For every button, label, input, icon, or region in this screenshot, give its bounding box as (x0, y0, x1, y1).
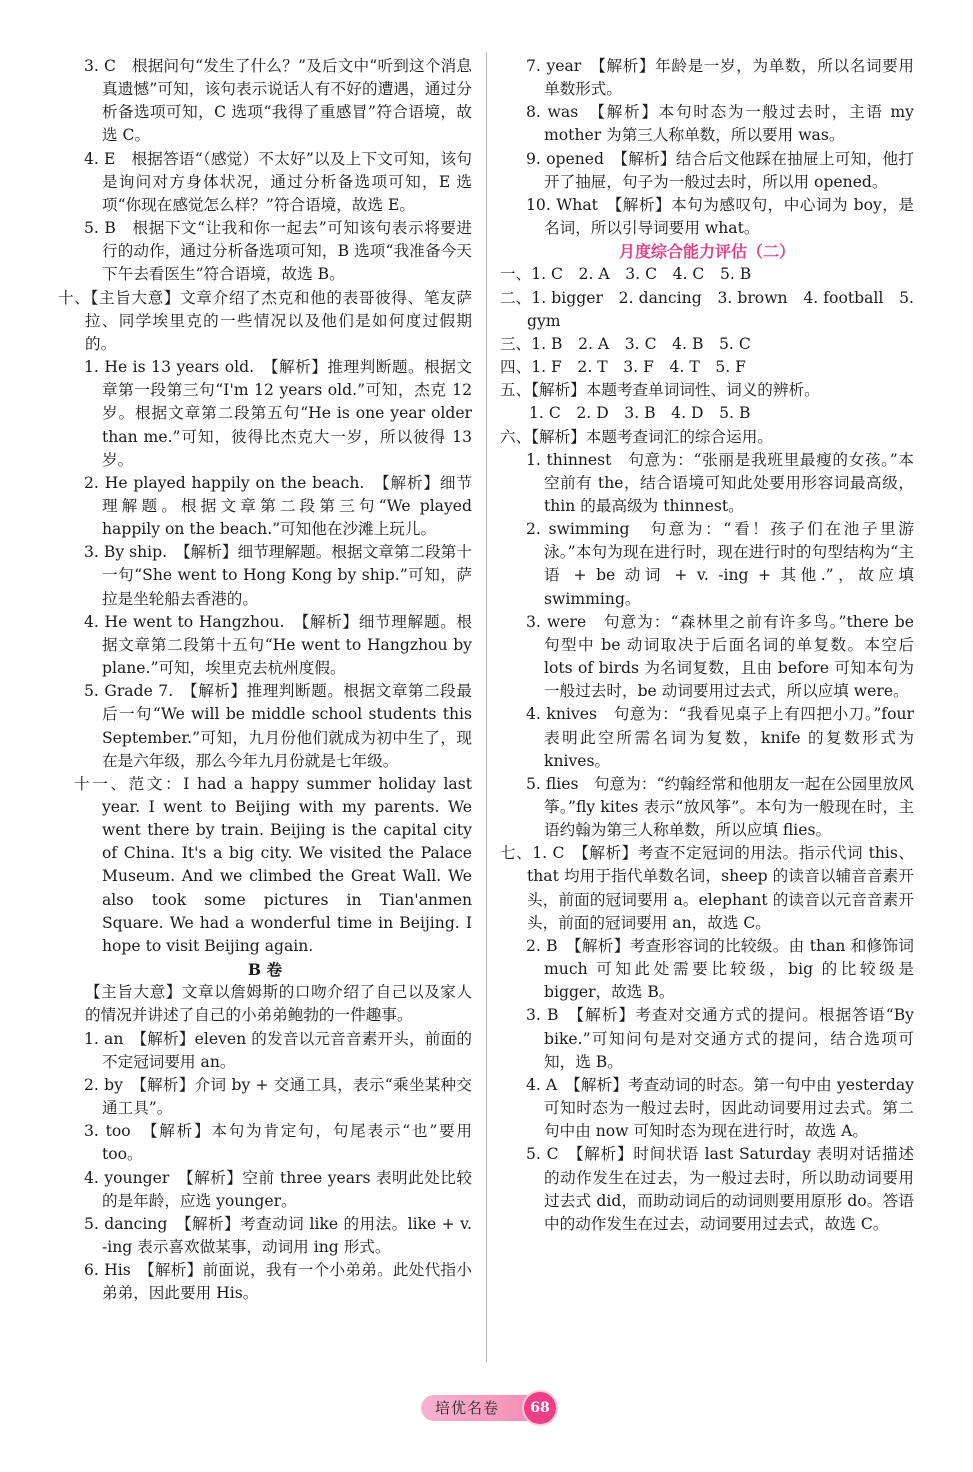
column-divider (486, 52, 487, 1362)
answer-item: 1. He is 13 years old. 【解析】推理判断题。根据文章第一段第三句“I'm 12 years old.”可知，杰克 12 岁。根据文章第二段第五句“He is one year older than me.”可知，彼得比杰克大一岁，所以彼得 13 岁。 (84, 358, 472, 469)
answer-item: 【主旨大意】文章以詹姆斯的口吻介绍了自己以及家人的情况并讲述了自己的小弟弟鲍勃的一件趣事。 (85, 983, 472, 1025)
answer-item: 6. His 【解析】前面说，我有一个小弟弟。此处代指小弟弟，因此要用 His。 (84, 1261, 472, 1303)
answer-item: 7. year 【解析】年龄是一岁，为单数，所以名词要用单数形式。 (526, 57, 914, 99)
answer-item: 十、【主旨大意】文章介绍了杰克和他的表哥彼得、笔友萨拉、同学埃里克的一些情况以及他们是如何度过假期的。 (58, 288, 472, 353)
answer-item: 2. B 【解析】考查形容词的比较级。由 than 和修饰词 much 可知此处需要比较级，big 的比较级是 bigger，故选 B。 (526, 936, 914, 1002)
answer-item: 五、【解析】本题考查单词词性、词义的辨析。 (500, 381, 820, 400)
answer-item: 9. opened 【解析】结合后文他踩在抽屉上可知，他打开了抽屉，句子为一般过去时，所以用 opened。 (526, 149, 914, 191)
footer-label: 培优名卷 (435, 1399, 500, 1417)
answer-item: 1. an 【解析】eleven 的发音以元音音素开头，前面的不定冠词要用 an。 (84, 1029, 472, 1071)
left-column (58, 55, 472, 1305)
answer-item: 5. B 根据下文“让我和你一起去”可知该句表示将要进行的动作，通过分析备选项可知，B 选项“我准备今天下午去看医生”符合语境，故选 B。 (84, 219, 472, 284)
answer-item: 5. Grade 7. 【解析】推理判断题。根据文章第二段最后一句“We will be middle school students this September.”可知，九月份他们就成为初中生了，现在是六年级，那么今年九月份就是七年级。 (84, 682, 472, 770)
answer-item: 5. dancing 【解析】考查动词 like 的用法。like + v. -ing 表示喜欢做某事，动词用 ing 形式。 (84, 1214, 472, 1256)
page-footer (421, 1392, 557, 1424)
answer-item: 四、1. F 2. T 3. F 4. T 5. F (500, 358, 746, 377)
answer-item: 4. E 根据答语“（感觉）不太好”以及上下文可知，该句是询问对方身体状况，通过分析备选项可知，E 选项“你现在感觉怎么样？”符合语境，故选 E。 (84, 149, 472, 214)
answer-item: 十一、范文：I had a happy summer holiday last year. I went to Beijing with my parents. We went there by train. Beijing is the capital city of China. It's a big city. We visited the Palace Museum. And we climbed the Great Wall. We also took some pictures in Tian'anmen Square. We had a wonderful time in Beijing. I hope to visit Beijing again. (74, 774, 472, 955)
answer-item: 4. A 【解析】考查动词的时态。第一句中由 yesterday 可知时态为一般过去时，因此动词要用过去式。第二句中由 now 可知时态为现在进行时，故选 A。 (526, 1075, 914, 1141)
answer-item: 3. C 根据问句“发生了什么？”及后文中“听到这个消息真遗憾”可知，该句表示说话人有不好的遭遇，通过分析备选项可知，C 选项“我得了重感冒”符合语境，故选 C。 (84, 57, 472, 145)
answer-item: 七、1. C 【解析】考查不定冠词的用法。指示代词 this、that 均用于指代单数名词，sheep 的读音以辅音音素开头，前面的冠词要用 a。elephant 的读音以元音音素开头，前面的冠词要用 an，故选 C。 (500, 844, 914, 932)
right-column (500, 55, 914, 1236)
answer-item: 10. What 【解析】本句为感叹句，中心词为 boy，是名词，所以引导词要用 what。 (526, 195, 914, 238)
answer-item: 2. swimming 句意为：“看！孩子们在池子里游泳。”本句为现在进行时，现在进行时的句型结构为“主语 + be 动词 + v. -ing + 其他.”，故应填 swimming。 (526, 520, 914, 608)
answer-item: 1. thinnest 句意为：“张丽是我班里最瘦的女孩。”本空前有 the，结合语境可知此处要用形容词最高级，thin 的最高级为 thinnest。 (526, 450, 914, 515)
answer-item: 4. He went to Hangzhou. 【解析】细节理解题。根据文章第二段第十五句“He went to Hangzhou by plane.”可知，埃里克去杭州度假。 (84, 612, 472, 678)
answer-item: 5. flies 句意为：“约翰经常和他朋友一起在公园里放风筝。”fly kites 表示“放风筝”。本句为一般现在时，主语约翰为第三人称单数，所以应填 flies。 (526, 774, 914, 840)
answer-item: 2. He played happily on the beach. 【解析】细节理解题。根据文章第二段第三句“We played happily on the beach.”可知他在沙滩上玩儿。 (84, 473, 472, 539)
answer-item: 3. By ship. 【解析】细节理解题。根据文章第二段第十一句“She went to Hong Kong by ship.”可知，萨拉是坐轮船去香港的。 (84, 543, 472, 608)
section-title: B 卷 (247, 960, 283, 980)
answer-item: 1. C 2. D 3. B 4. D 5. B (529, 404, 751, 423)
answer-item: 8. was 【解析】本句时态为一般过去时，主语 my mother 为第三人称单数，所以要用 was。 (526, 103, 914, 145)
answer-item: 4. younger 【解析】空前 three years 表明此处比较的是年龄，应选 younger。 (84, 1168, 472, 1210)
answer-item: 4. knives 句意为：“我看见桌子上有四把小刀。”four 表明此空所需名词为复数，knife 的复数形式为 knives。 (526, 705, 914, 770)
answer-item: 六、【解析】本题考查词汇的综合运用。 (500, 427, 773, 446)
answer-item: 一、1. C 2. A 3. C 4. C 5. B (500, 265, 752, 284)
page-number: 68 (524, 1392, 556, 1424)
answer-item: 5. C 【解析】时间状语 last Saturday 表明对话描述的动作发生在过去，为一般过去时，所以助动词要用过去式 did，而助动词后的动词则要用原形 do。答语中的动作发生在过去，动词要用过去式，故选 C。 (526, 1145, 914, 1233)
section-heading: 月度综合能力评估（二） (618, 242, 795, 262)
answer-item: 二、1. bigger 2. dancing 3. brown 4. football 5. gym (500, 288, 914, 330)
answer-item: 三、1. B 2. A 3. C 4. B 5. C (500, 334, 751, 353)
answer-item: 3. B 【解析】考查对交通方式的提问。根据答语“By bike.”可知问句是对交通方式的提问，结合选项可知，选 B。 (526, 1006, 914, 1071)
answer-item: 3. were 句意为：“森林里之前有许多鸟。”there be 句型中 be 动词取决于后面名词的单复数。本空后 lots of birds 为名词复数，且由 before 可知本句为一般过去时，be 动词要用过去式，所以应填 were。 (526, 612, 914, 701)
answer-item: 3. too 【解析】本句为肯定句，句尾表示“也”要用 too。 (84, 1122, 472, 1164)
answer-item: 2. by 【解析】介词 by + 交通工具，表示“乘坐某种交通工具”。 (84, 1075, 472, 1118)
